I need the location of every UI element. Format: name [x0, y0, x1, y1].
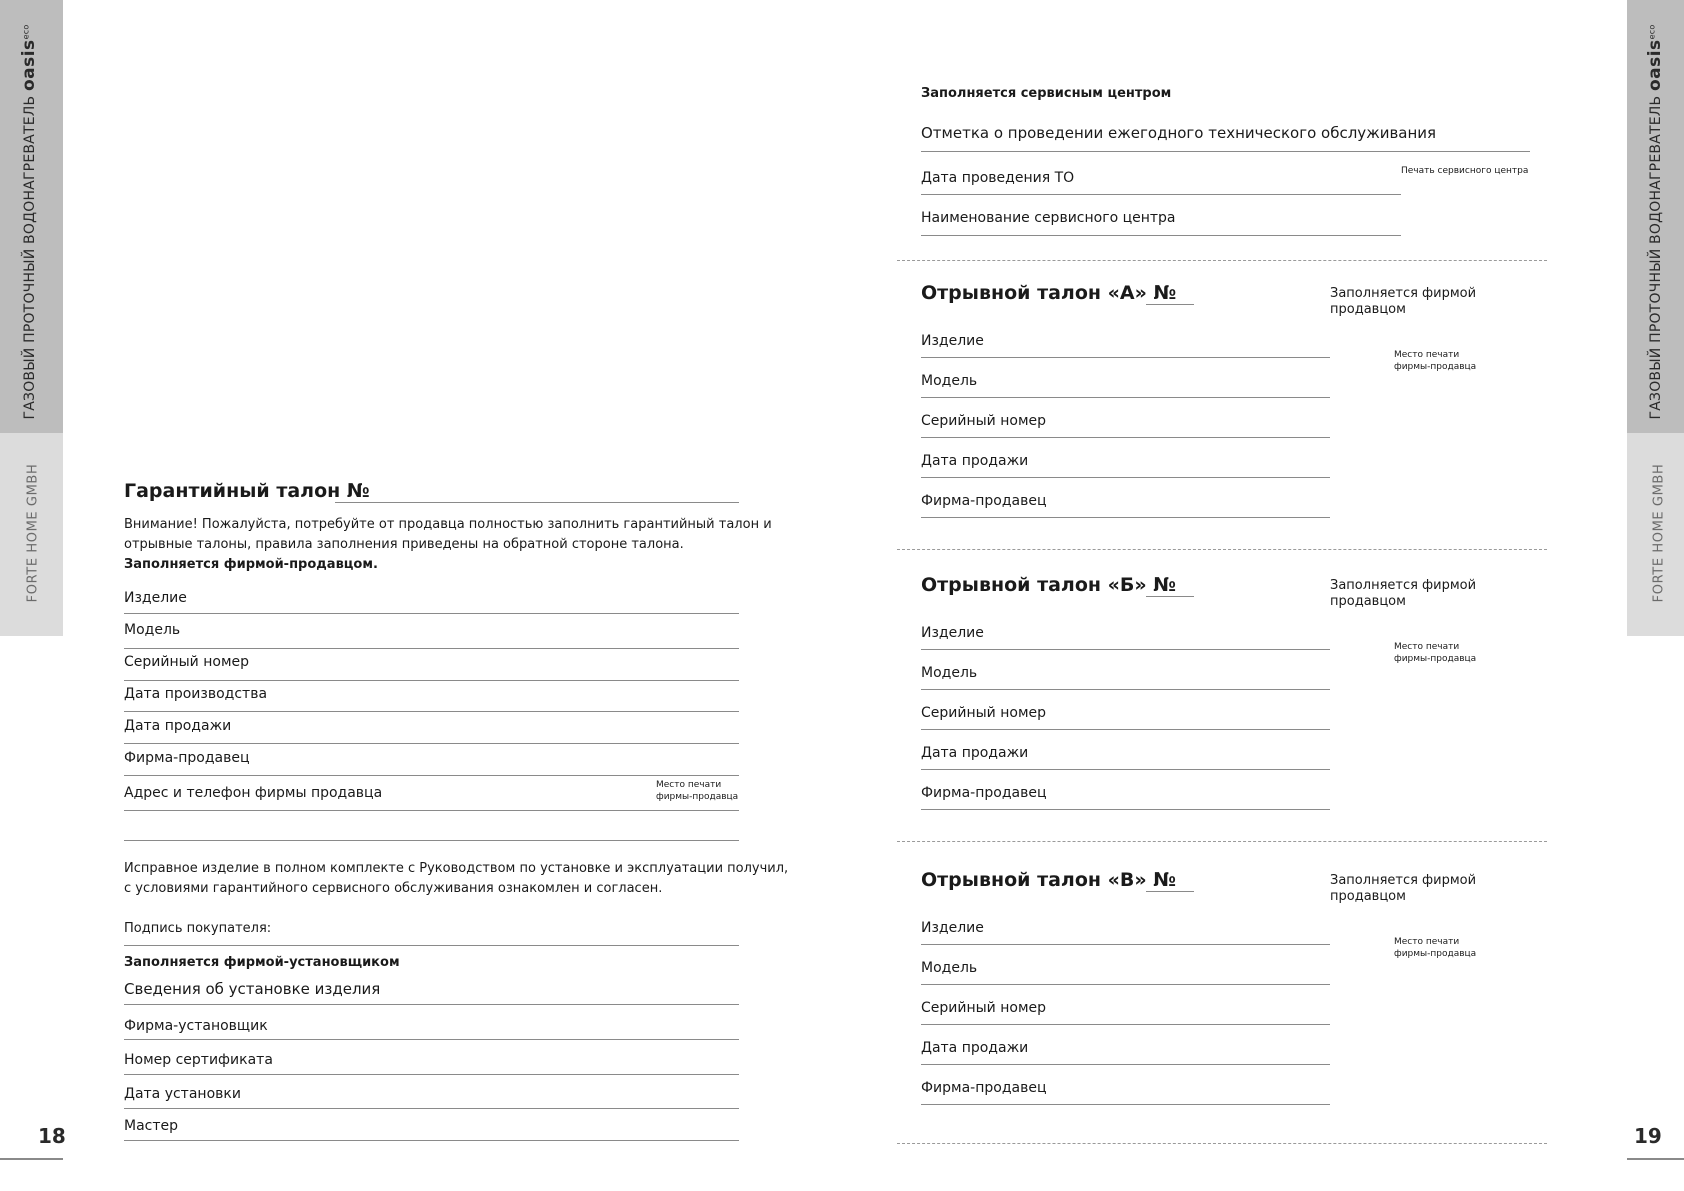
cut-line — [897, 841, 1547, 842]
coupon-field-label: Серийный номер — [921, 705, 1047, 721]
warranty-field-label: Серийный номер — [124, 654, 250, 670]
coupon-field-label: Изделие — [921, 333, 984, 349]
coupon-field-label: Серийный номер — [921, 1000, 1047, 1016]
warranty-field-line[interactable] — [124, 648, 739, 649]
brand-logo: oasis — [1645, 39, 1665, 92]
warranty-stamp-place: Место печати фирмы-продавца — [656, 780, 739, 802]
coupon-b-title: Отрывной талон «Б» № — [921, 574, 1177, 596]
coupon-field-label: Модель — [921, 373, 978, 389]
service-center-label: Наименование сервисного центра — [921, 210, 1176, 226]
cut-line — [897, 260, 1547, 261]
coupon-field-line[interactable] — [921, 1024, 1330, 1025]
coupon-v-title: Отрывной талон «В» № — [921, 869, 1177, 891]
installer-field-label: Дата установки — [124, 1086, 241, 1102]
warranty-field-label: Дата производства — [124, 686, 268, 702]
coupon-field-line[interactable] — [921, 1104, 1330, 1105]
brand-mark: eco — [1647, 24, 1657, 40]
warranty-field-label: Фирма-продавец — [124, 750, 250, 766]
coupon-field-label: Модель — [921, 665, 978, 681]
installer-title: Сведения об установке изделия — [124, 980, 381, 998]
service-date-label: Дата проведения ТО — [921, 170, 1075, 186]
right-product-title: ГАЗОВЫЙ ПРОТОЧНЫЙ ВОДОНАГРЕВАТЕЛЬ oasis$^{eco}$ — [1645, 24, 1665, 420]
coupon-field-line[interactable] — [921, 397, 1330, 398]
coupon-field-line[interactable] — [921, 357, 1330, 358]
service-stamp-place: Печать сервисного центра — [1401, 166, 1529, 176]
coupon-field-line[interactable] — [921, 517, 1330, 518]
coupon-field-label: Дата продажи — [921, 745, 1029, 761]
installer-field-line[interactable] — [124, 1074, 739, 1075]
coupon-field-line[interactable] — [921, 944, 1330, 945]
warranty-notice: Внимание! Пожалуйста, потребуйте от продавца полностью заполнить гарантийный талон и отрывные талоны, правила заполнения приведены на обратной стороне талона. Заполняется фирмой-продавцом. — [124, 515, 772, 575]
warranty-field-line[interactable] — [124, 680, 739, 681]
installer-title-line — [124, 1004, 739, 1005]
coupon-field-label: Изделие — [921, 920, 984, 936]
coupon-field-label: Серийный номер — [921, 413, 1047, 429]
coupon-field-label: Фирма-продавец — [921, 493, 1047, 509]
warranty-field-line[interactable] — [124, 613, 739, 614]
page-number-rule-left — [0, 1158, 63, 1160]
warranty-address-line-2[interactable] — [124, 840, 739, 841]
coupon-field-line[interactable] — [921, 649, 1330, 650]
warranty-field-label: Изделие — [124, 590, 187, 606]
service-maintenance-line[interactable] — [921, 151, 1530, 152]
coupon-b-stamp-place: Место печати фирмы-продавца — [1394, 642, 1477, 664]
coupon-field-label: Модель — [921, 960, 978, 976]
coupon-field-label: Дата продажи — [921, 453, 1029, 469]
page-number-rule-right — [1627, 1158, 1684, 1160]
coupon-a-title: Отрывной талон «А» № — [921, 282, 1177, 304]
service-date-line[interactable] — [921, 194, 1401, 195]
coupon-v-number-line[interactable] — [1146, 891, 1194, 892]
coupon-field-line[interactable] — [921, 984, 1330, 985]
signature-line[interactable] — [124, 945, 739, 946]
coupon-a-note: Заполняется фирмой продавцом — [1330, 286, 1477, 317]
coupon-field-line[interactable] — [921, 477, 1330, 478]
warranty-field-label: Дата продажи — [124, 718, 232, 734]
warranty-address-label: Адрес и телефон фирмы продавца — [124, 785, 383, 801]
coupon-v-stamp-place: Место печати фирмы-продавца — [1394, 937, 1477, 959]
installer-field-label: Фирма-установщик — [124, 1018, 268, 1034]
warranty-title: Гарантийный талон № — [124, 480, 370, 502]
right-company-name: FORTE HOME GMBH — [1651, 463, 1667, 603]
service-center-line[interactable] — [921, 235, 1401, 236]
coupon-field-line[interactable] — [921, 437, 1330, 438]
installer-field-line[interactable] — [124, 1108, 739, 1109]
coupon-field-line[interactable] — [921, 769, 1330, 770]
coupon-v-note: Заполняется фирмой продавцом — [1330, 873, 1477, 904]
coupon-b-number-line[interactable] — [1146, 596, 1194, 597]
installer-field-label: Номер сертификата — [124, 1052, 273, 1068]
left-product-title: ГАЗОВЫЙ ПРОТОЧНЫЙ ВОДОНАГРЕВАТЕЛЬ oasis$^{eco}$ — [19, 24, 39, 420]
coupon-field-line[interactable] — [921, 1064, 1330, 1065]
coupon-field-line[interactable] — [921, 689, 1330, 690]
installer-field-line[interactable] — [124, 1140, 739, 1141]
coupon-field-line[interactable] — [921, 729, 1330, 730]
page-number-right: 19 — [1634, 1124, 1662, 1148]
coupon-field-line[interactable] — [921, 809, 1330, 810]
warranty-received-statement: Исправное изделие в полном комплекте с Руководством по установке и эксплуатации получил, с условиями гарантийного сервисного обслуживания ознакомлен и согласен. — [124, 861, 789, 896]
page-number-left: 18 — [38, 1124, 66, 1148]
cut-line — [897, 1143, 1547, 1144]
warranty-address-line[interactable] — [124, 810, 739, 811]
coupon-field-label: Изделие — [921, 625, 984, 641]
warranty-number-line[interactable] — [335, 502, 739, 503]
warranty-field-line[interactable] — [124, 775, 739, 776]
installer-header: Заполняется фирмой-установщиком — [124, 955, 400, 970]
warranty-field-label: Модель — [124, 622, 181, 638]
warranty-field-line[interactable] — [124, 743, 739, 744]
signature-label: Подпись покупателя: — [124, 921, 272, 936]
cut-line — [897, 549, 1547, 550]
installer-field-label: Мастер — [124, 1118, 179, 1134]
service-maintenance-label: Отметка о проведении ежегодного технического обслуживания — [921, 124, 1437, 142]
coupon-field-label: Фирма-продавец — [921, 785, 1047, 801]
warranty-filled-by-seller: Заполняется фирмой-продавцом. — [124, 557, 378, 572]
warranty-field-line[interactable] — [124, 711, 739, 712]
coupon-field-label: Фирма-продавец — [921, 1080, 1047, 1096]
coupon-b-note: Заполняется фирмой продавцом — [1330, 578, 1477, 609]
service-header: Заполняется сервисным центром — [921, 86, 1172, 101]
left-company-name: FORTE HOME GMBH — [25, 463, 41, 603]
coupon-a-stamp-place: Место печати фирмы-продавца — [1394, 350, 1477, 372]
brand-logo: oasis — [19, 39, 39, 92]
installer-field-line[interactable] — [124, 1039, 739, 1040]
coupon-field-label: Дата продажи — [921, 1040, 1029, 1056]
brand-mark: eco — [21, 24, 31, 40]
coupon-a-number-line[interactable] — [1146, 304, 1194, 305]
